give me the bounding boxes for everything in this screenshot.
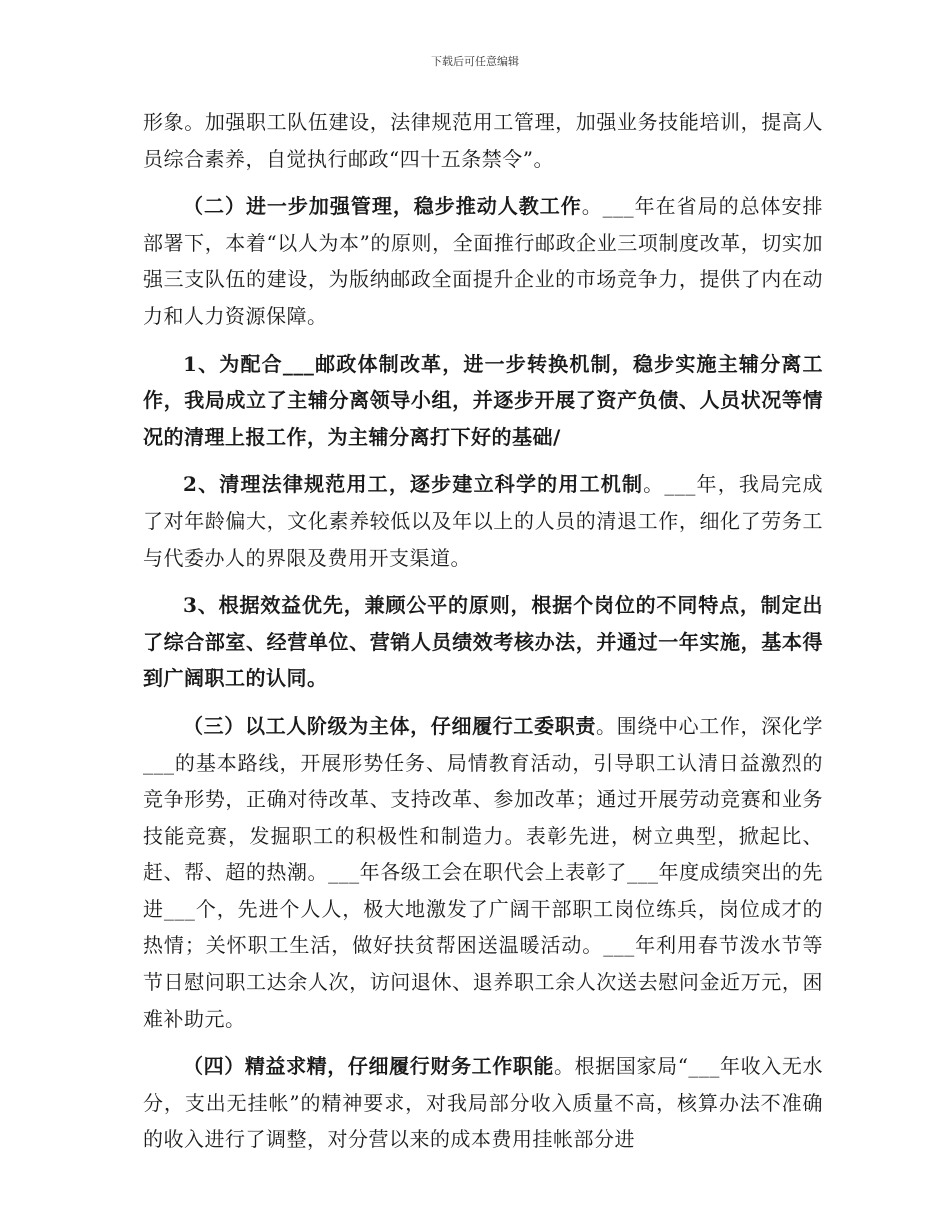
paragraph-3: 1、为配合___邮政体制改革，进一步转换机制，稳步实施主辅分离工作，我局成立了主辅分离领导小组，并逐步开展了资产负债、人员状况等情况的清理上报工作，为主辅分离打下好的基础/ bbox=[143, 351, 823, 449]
document-body bbox=[143, 100, 823, 1158]
paragraph-7 bbox=[143, 1048, 823, 1158]
paragraph-7-heading: （四）精益求精，仔细履行财务工作职能 bbox=[183, 1054, 555, 1079]
paragraph-2 bbox=[143, 188, 823, 334]
paragraph-6-heading: （三）以工人阶级为主体，仔细履行工委职责 bbox=[183, 713, 596, 738]
paragraph-7-text: 。根据国家局“___年收入无水分，支出无挂帐”的精神要求，对我局部分收入质量不高，核算办法不准确的收入进行了调整，对分营以来的成本费用挂帐部分进 bbox=[143, 1054, 823, 1152]
paragraph-4-text: 。___年，我局完成了对年龄偏大，文化素养较低以及年以上的人员的清退工作，细化了劳务工与代委办人的界限及费用开支渠道。 bbox=[143, 472, 824, 570]
paragraph-6-text: 。围绕中心工作，深化学___的基本路线，开展形势任务、局情教育活动，引导职工认清日益激烈的竞争形势，正确对待改革、支持改革、参加改革；通过开展劳动竞赛和业务技能竞赛，发掘职工的积极性和制造力。表彰先进，树立典型，掀起比、赶、帮、超的热潮。___年各级工会在职代会上表彰了___年度成绩突出的先进___个，先进个人人，极大地激发了广阔干部职工岗位练兵，岗位成才的热情；关怀职工生活，做好扶贫帮困送温暖活动。___年利用春节泼水节等节日慰问职工达余人次，访问退休、退养职工余人次送去慰问金近万元，困难补助元。 bbox=[143, 713, 823, 1031]
paragraph-5: 3、根据效益优先，兼顾公平的原则，根据个岗位的不同特点，制定出了综合部室、经营单位、营销人员绩效考核办法，并通过一年实施，基本得到广阔职工的认同。 bbox=[143, 593, 823, 691]
paragraph-4 bbox=[143, 466, 823, 576]
page-header: 下载后可任意编辑 bbox=[431, 55, 519, 68]
paragraph-6 bbox=[143, 708, 823, 1037]
paragraph-2-text: 。___年在省局的总体安排部署下，本着“以人为本”的原则，全面推行邮政企业三项制度改革，切实加强三支队伍的建设，为版纳邮政全面提升企业的市场竞争力，提供了内在动力和人力资源保障。 bbox=[143, 194, 824, 328]
paragraph-1: 形象。加强职工队伍建设，法律规范用工管理，加强业务技能培训，提高人员综合素养，自觉执行邮政“四十五条禁令”。 bbox=[143, 110, 823, 171]
paragraph-4-heading: 2、清理法律规范用工，逐步建立科学的用工机制 bbox=[183, 472, 644, 497]
paragraph-2-heading: （二）进一步加强管理，稳步推动人教工作 bbox=[183, 194, 582, 219]
